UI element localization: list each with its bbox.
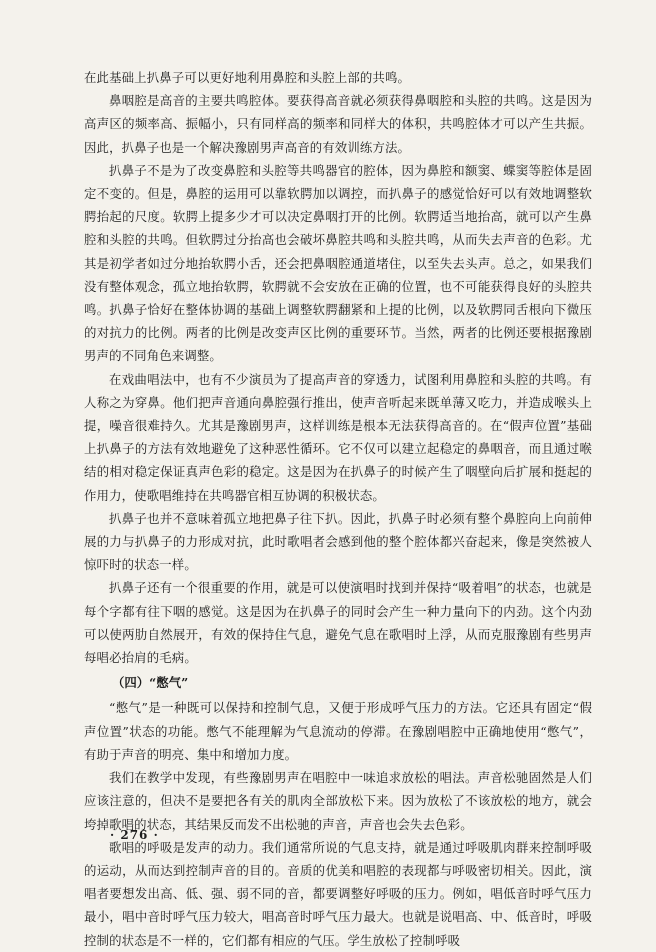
paragraph-4: 在戏曲唱法中，也有不少演员为了提高声音的穿透力，试图利用鼻腔和头腔的共鸣。有人称之为穿鼻。他们把声音通向鼻腔强行推出，使声音听起来既单薄又吃力，并造成喉头上提，噪音很难持久。尤其是豫剧男声，这样训练是根本无法获得高音的。在“假声位置”基础上扒鼻子的方法有效地避免了这种恶性循环。它不仅可以建立起稳定的鼻咽音，而且通过喉结的相对稳定保证真声色彩的稳定。这是因为在扒鼻子的时候产生了咽壁向后扩展和挺起的作用力，使歌唱维持在共鸣器官相互协调的积极状态。 (84, 371, 592, 503)
paragraph-1: 在此基础上扒鼻子可以更好地利用鼻腔和头腔上部的共鸣。 (84, 70, 411, 85)
paragraph-5: 扒鼻子也并不意味着孤立地把鼻子往下扒。因此，扒鼻子时必须有整个鼻腔向上向前伸展的力与扒鼻子的力形成对抗，此时歌唱者会感到他的整个腔体都兴奋起来，像是突然被人惊吓时的状态一样。 (84, 510, 592, 573)
paragraph-3: 扒鼻子不是为了改变鼻腔和头腔等共鸣器官的腔体，因为鼻腔和额窦、蝶窦等腔体是固定不变的。但是，鼻腔的运用可以靠软腭加以调控，而扒鼻子的感觉恰好可以有效地调整软腭抬起的尺度。软腭上提多少才可以决定鼻咽打开的比例。软腭适当地抬高，就可以产生鼻腔和头腔的共鸣。但软腭过分抬高也会破坏鼻腔共鸣和头腔共鸣，从而失去声音的色彩。尤其是初学者如过分地抬软腭小舌，还会把鼻咽腔通道堵住，以至失去头声。总之，如果我们没有整体观念，孤立地抬软腭，软腭就不会安放在正确的位置，也不可能获得良好的头腔共鸣。扒鼻子恰好在整体协调的基础上调整软腭翻紧和上提的比例，以及软腭同舌根向下微压的对抗力的比例。两者的比例是改变声区比例的重要环节。当然，两者的比例还要根据豫剧男声的不同角色来调整。 (84, 162, 592, 364)
paragraph-6: 扒鼻子还有一个很重要的作用，就是可以使演唱时找到并保持“吸着唱”的状态，也就是每个字都有往下咽的感觉。这是因为在扒鼻子的同时会产生一种力量向下的内劲。这个内劲可以使两肋自然展开，有效的保持住气息，避免气息在歌唱时上浮，从而克服豫剧有些男声每唱必抬肩的毛病。 (84, 580, 592, 666)
paragraph-8: 我们在教学中发现，有些豫剧男声在唱腔中一味追求放松的唱法。声音松驰固然是人们应该注意的，但决不是要把各有关的肌肉全部放松下来。因为放松了不该放松的地方，就会垮掉歌唱的状态，其结果反而发不出松驰的声音，声音也会失去色彩。 (84, 770, 592, 832)
page-number: · 276 · (110, 828, 159, 842)
paragraph-7: “憋气”是一种既可以保持和控制气息，又便于形成呼气压力的方法。它还具有固定“假声位置”状态的功能。憋气不能理解为气息流动的停滞。在豫剧唱腔中正确地使用“憋气”，有助于声音的明亮、集中和增加力度。 (84, 700, 592, 762)
section-heading: （四）“憋气” (112, 675, 189, 691)
paragraph-2: 鼻咽腔是高音的主要共鸣腔体。要获得高音就必须获得鼻咽腔和头腔的共鸣。这是因为高声区的频率高、振幅小，只有同样高的频率和同样大的体积，共鸣腔体才可以产生共振。因此，扒鼻子也是一个解决豫剧男声高音的有效训练方法。 (84, 93, 592, 155)
paragraph-9: 歌唱的呼吸是发声的动力。我们通常所说的气息支持，就是通过呼吸肌肉群来控制呼吸的运动，从而达到控制声音的目的。音质的优美和唱腔的表现都与呼吸密切相关。因此，演唱者要想发出高、低、强、弱不同的音，都要调整好呼吸的压力。例如，唱低音时呼气压力最小，唱中音时呼气压力较大，唱高音时呼气压力最大。也就是说唱高、中、低音时，呼吸控制的状态是不一样的，它们都有相应的气压。学生放松了控制呼吸 (84, 839, 592, 948)
